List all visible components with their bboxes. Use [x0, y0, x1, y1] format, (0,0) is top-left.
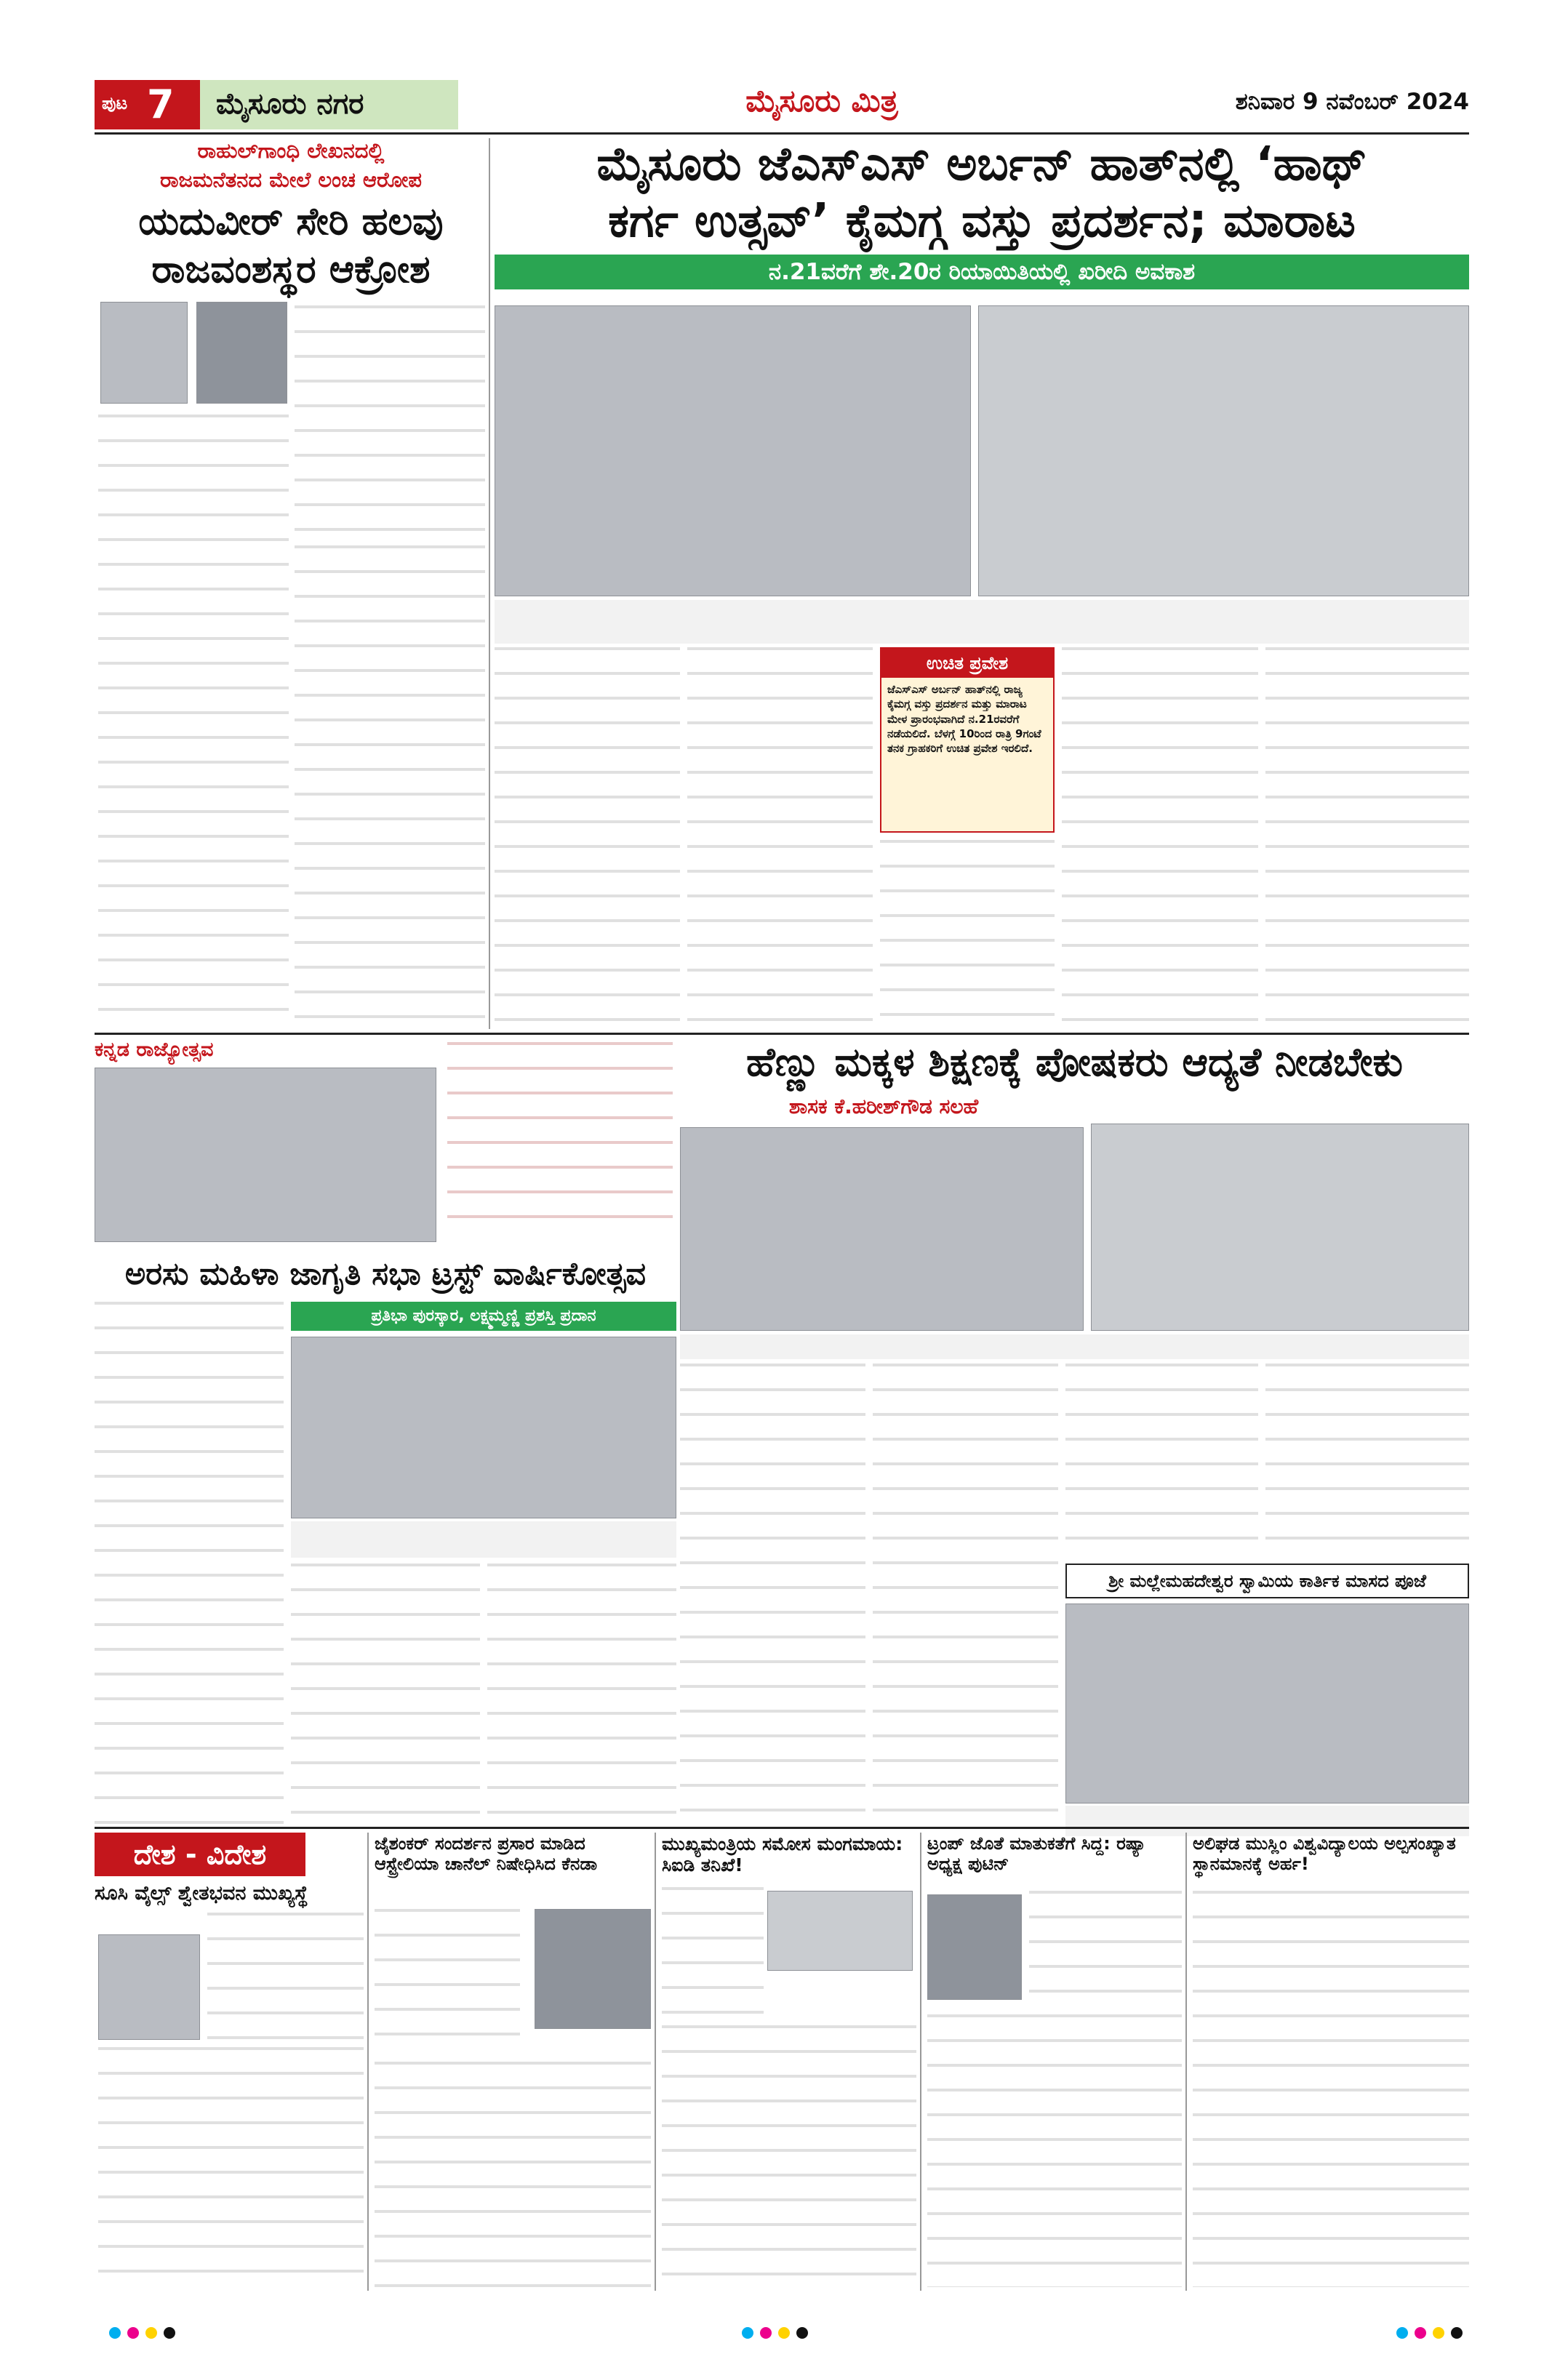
rajyotsava-title: ಕನ್ನಡ ರಾಜ್ಯೋತ್ಸವ: [95, 1038, 214, 1061]
paper-name: ಮೈಸೂರು ಮಿತ್ರ: [745, 83, 898, 119]
samosa-photo: [767, 1891, 913, 1971]
girls-education-body-4: [1265, 1364, 1469, 1560]
page-label: ಪುಟ: [102, 93, 128, 113]
rajyotsava-block: [95, 1038, 676, 1249]
world-story-1-headline: ಸೂಸಿ ವೈಲ್ಸ್ ಶ್ವೇತಭವನ ಮುಖ್ಯಸ್ಥೆ: [95, 1882, 308, 1905]
yaduveer-photo: [196, 302, 287, 404]
free-entry-title-bar: [881, 649, 1053, 678]
free-entry-box: [880, 647, 1055, 833]
left-story-body-c: [295, 545, 485, 1025]
lead-headline-1: ಮೈಸೂರು ಜೆಎಸ್‌ಎಸ್ ಅರ್ಬನ್ ಹಾತ್‌ನಲ್ಲಿ ‘ಹಾಥ್: [596, 137, 1367, 191]
puja-title-bar: [1065, 1564, 1469, 1598]
world-story-5-body: [1193, 1891, 1469, 2287]
puja-headline: ಶ್ರೀ ಮಲ್ಲೇಮಹದೇಶ್ವರ ಸ್ವಾಮಿಯ ಕಾರ್ತಿಕ ಮಾಸದ ಪೂಜೆ: [1108, 1571, 1426, 1591]
world-story-2-headline: ಜೈಶಂಕರ್ ಸಂದರ್ಶನ ಪ್ರಸಾರ ಮಾಡಿದ ಆಸ್ಟ್ರೇಲಿಯಾ ಚಾನೆಲ್ ನಿಷೇಧಿಸಿದ ಕೆನಡಾ: [375, 1833, 598, 1874]
girls-education-body-3: [1065, 1364, 1258, 1560]
world-story-1-body-a: [207, 1913, 364, 2043]
masthead: [95, 80, 1469, 129]
registration-dot: [760, 2327, 772, 2339]
lead-headline-2: ಕರ್ಗ ಉತ್ಸವ್’ ಕೈಮಗ್ಗ ವಸ್ತು ಪ್ರದರ್ಶನ; ಮಾರಾಟ: [608, 194, 1356, 248]
lead-body-col-2: [687, 647, 873, 1029]
registration-dot: [742, 2327, 753, 2339]
arasu-trust-body-2: [291, 1564, 480, 1825]
world-story-4-body-a: [1029, 1891, 1182, 2007]
registration-dot: [1451, 2327, 1463, 2339]
world-story-5-headline: ಅಲಿಘಡ ಮುಸ್ಲಿಂ ವಿಶ್ವವಿದ್ಯಾಲಯ ಅಲ್ಪಸಂಖ್ಯಾತ ಸ್ಥಾನಮಾನಕ್ಕೆ ಅರ್ಹ!: [1193, 1833, 1456, 1874]
world-story-3-body-b: [662, 2025, 916, 2287]
girls-education-body-2: [873, 1364, 1058, 1814]
arasu-trust-body-3: [487, 1564, 676, 1825]
girls-education-body-1: [680, 1364, 865, 1814]
world-story-4-body-b: [927, 2014, 1182, 2287]
girls-education-caption: [680, 1334, 1469, 1359]
left-story: [95, 138, 487, 1029]
rajyotsava-caption: [447, 1042, 673, 1238]
section-rule-1: [95, 1033, 1469, 1035]
left-story-headline-2: ರಾಜವಂಶಸ್ಥರ ಆಕ್ರೋಶ: [151, 248, 431, 292]
arasu-trust-headline: ಅರಸು ಮಹಿಳಾ ಜಾಗೃತಿ ಸಭಾ ಟ್ರಸ್ಟ್ ವಾರ್ಷಿಕೋತ್ಸವ: [124, 1256, 647, 1292]
girls-education-byline: ಶಾಸಕ ಕೆ.ಹರೀಶ್‌ಗೌಡ ಸಲಹೆ: [788, 1094, 979, 1118]
lead-photo-1: [495, 305, 971, 596]
column-rule-w2: [655, 1833, 656, 2291]
section-rule-2: [95, 1827, 1469, 1829]
arasu-trust-sub-bar: [291, 1302, 676, 1331]
arasu-trust-caption: [291, 1521, 676, 1558]
left-story-headline-1: ಯದುವೀರ್ ಸೇರಿ ಹಲವು: [138, 200, 444, 244]
masthead-rule: [95, 132, 1469, 135]
issue-date: ಶನಿವಾರ 9 ನವೆಂಬರ್ 2024: [1235, 89, 1469, 115]
lead-body-col-5: [1265, 647, 1469, 1029]
lead-banner-text: ನ.21ವರೆಗೆ ಶೇ.20ರ ರಿಯಾಯಿತಿಯಲ್ಲಿ ಖರೀದಿ ಅವಕಾಶ: [768, 259, 1196, 285]
lead-photo-caption: [495, 600, 1469, 644]
lead-banner: [495, 255, 1469, 289]
registration-dot: [127, 2327, 139, 2339]
girls-education-photo-2: [1091, 1124, 1469, 1331]
world-story-4-headline: ಟ್ರಂಪ್ ಜೊತೆ ಮಾತುಕತೆಗೆ ಸಿದ್ದ: ರಷ್ಯಾ ಅಧ್ಯಕ್ಷ ಪುಟಿನ್: [927, 1833, 1146, 1874]
arasu-trust-sub: ಪ್ರತಿಭಾ ಪುರಸ್ಕಾರ, ಲಕ್ಷ್ಮಮ್ಮಣ್ಣಿ ಪ್ರಶಸ್ತಿ ಪ್ರದಾನ: [371, 1307, 596, 1325]
page-number-box: [95, 80, 200, 129]
arasu-trust-body-1: [95, 1302, 284, 1825]
registration-dot: [109, 2327, 121, 2339]
lead-photo-2: [978, 305, 1469, 596]
column-rule-w3: [920, 1833, 921, 2291]
puja-photo: [1065, 1604, 1469, 1803]
left-story-body-b: [98, 415, 289, 1025]
girls-education-photo-1: [680, 1127, 1084, 1331]
registration-dot: [1415, 2327, 1426, 2339]
desha-videsha-banner: [95, 1833, 305, 1876]
putin-photo: [927, 1894, 1022, 2000]
column-rule-left: [489, 138, 490, 1029]
registration-dot: [1396, 2327, 1408, 2339]
world-story-2-body-b: [375, 2062, 651, 2287]
page-number: 7: [147, 81, 175, 127]
lead-body-col-4: [1062, 647, 1258, 1029]
rajyotsava-photo: [95, 1068, 436, 1242]
world-story-3-headline: ಮುಖ್ಯಮಂತ್ರಿಯ ಸಮೋಸ ಮಂಗಮಾಯ: ಸಿಐಡಿ ತನಿಖೆ!: [662, 1833, 903, 1875]
registration-dot: [1433, 2327, 1444, 2339]
jaishankar-photo: [535, 1909, 651, 2029]
rahul-gandhi-photo: [100, 302, 188, 404]
world-story-1-body-b: [98, 2047, 364, 2287]
free-entry-title: ಉಚಿತ ಪ್ರವೇಶ: [926, 653, 1009, 673]
susie-wiles-photo: [98, 1934, 200, 2040]
desha-videsha-title: ದೇಶ - ವಿದೇಶ: [133, 1838, 267, 1870]
lead-body-col-3: [880, 840, 1055, 1029]
registration-dot: [796, 2327, 808, 2339]
arasu-trust-photo: [291, 1337, 676, 1518]
left-story-kicker-2: ರಾಜಮನೆತನದ ಮೇಲೆ ಲಂಚ ಆರೋಪ: [159, 167, 423, 192]
column-rule-w4: [1185, 1833, 1187, 2291]
section-title: ಮೈಸೂರು ನಗರ: [216, 87, 364, 121]
registration-dot: [164, 2327, 175, 2339]
lead-body-col-1: [495, 647, 680, 1029]
registration-dot: [778, 2327, 790, 2339]
free-entry-body: ಜೆಎಸ್‌ಎಸ್ ಅರ್ಬನ್ ಹಾತ್‌ನಲ್ಲಿ ರಾಜ್ಯ ಕೈಮಗ್ಗ ವಸ್ತು ಪ್ರದರ್ಶನ ಮತ್ತು ಮಾರಾಟ ಮೇಳ ಪ್ರಾರಂಭವಾಗಿದೆ ನ.21ರವರೆಗೆ ನಡೆಯಲಿದೆ. ಬೆಳಗ್ಗೆ 10ರಿಂದ ರಾತ್ರಿ 9ಗಂಟೆ ತನಕ ಗ್ರಾಹಕರಿಗೆ ಉಚಿತ ಪ್ರವೇಶ ಇರಲಿದೆ.: [887, 683, 1041, 755]
registration-dot: [145, 2327, 157, 2339]
left-story-kicker-1: ರಾಹುಲ್‌ಗಾಂಧಿ ಲೇಖನದಲ್ಲಿ: [197, 138, 385, 163]
section-box: [200, 80, 458, 129]
left-story-body-a: [295, 305, 485, 538]
puja-caption: [1065, 1806, 1469, 1836]
column-rule-w1: [367, 1833, 369, 2291]
world-story-3-body-a: [662, 1887, 764, 2018]
world-story-2-body-a: [375, 1909, 520, 2054]
girls-education-headline: ಹೆಣ್ಣು ಮಕ್ಕಳ ಶಿಕ್ಷಣಕ್ಕೆ ಪೋಷಕರು ಆದ್ಯತೆ ನೀಡಬೇಕು: [746, 1039, 1403, 1085]
